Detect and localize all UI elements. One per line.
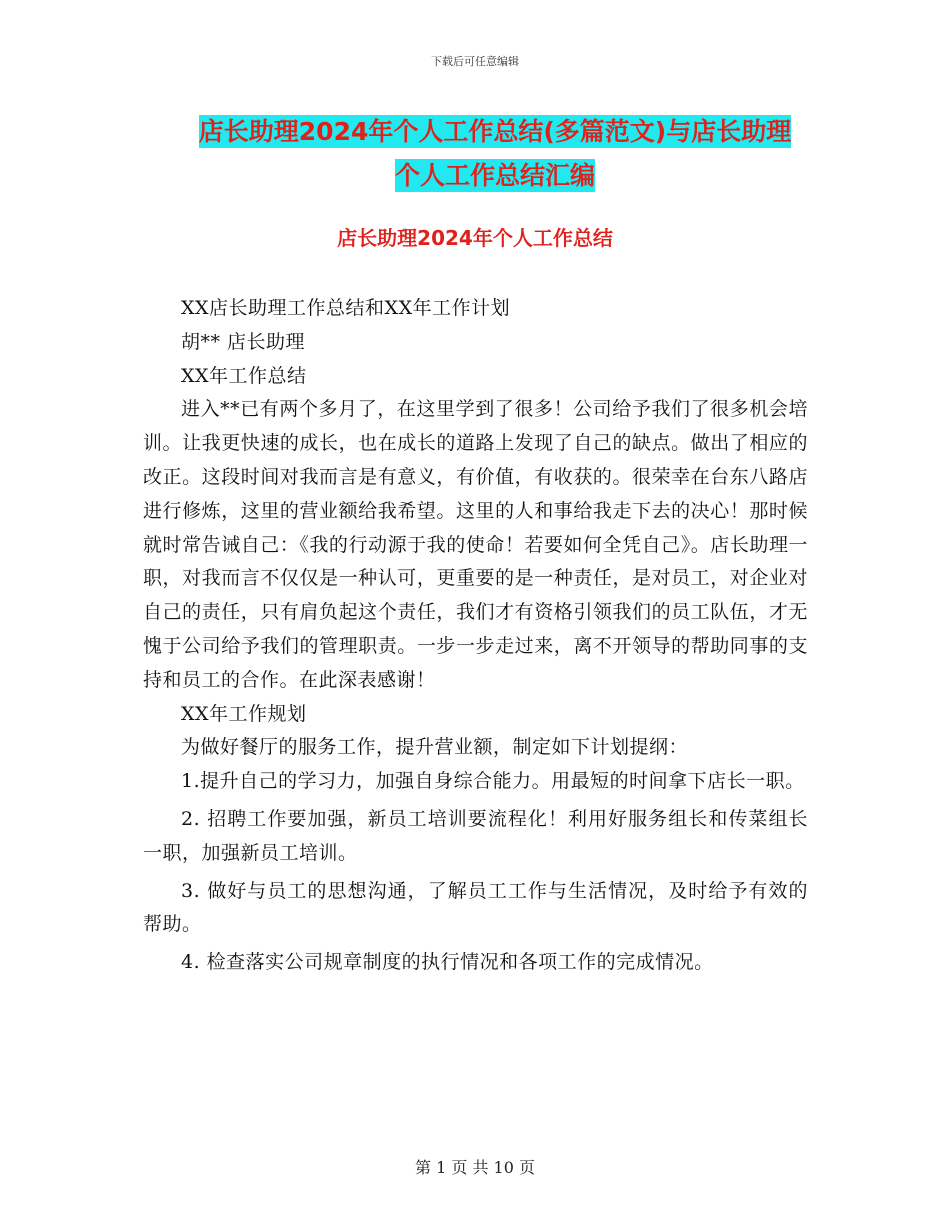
document-body xyxy=(143,292,808,980)
section-title: 店长助理2024年个人工作总结 xyxy=(337,226,613,250)
paragraph: 1.提升自己的学习力，加强自身综合能力。用最短的时间拿下店长一职。 xyxy=(181,770,805,793)
paragraph: XX年工作规划 xyxy=(181,702,307,725)
paragraph: 为做好餐厅的服务工作，提升营业额，制定如下计划提纲： xyxy=(181,736,689,759)
paragraph: 3. 做好与员工的思想沟通，了解员工工作与生活情况，及时给予有效的帮助。 xyxy=(143,879,808,936)
document-title-line-2: 个人工作总结汇编 xyxy=(394,161,595,190)
paragraph: XX年工作总结 xyxy=(181,364,307,387)
document-title-line-1: 店长助理2024年个人工作总结(多篇范文)与店长助理 xyxy=(198,117,792,146)
paragraph: 胡** 店长助理 xyxy=(181,330,306,353)
paragraph: 2. 招聘工作要加强，新员工培训要流程化！利用好服务组长和传菜组长一职，加强新员工培训。 xyxy=(143,807,808,864)
document-title xyxy=(140,110,850,198)
paragraph: XX店长助理工作总结和XX年工作计划 xyxy=(181,297,511,319)
paragraph: 4. 检查落实公司规章制度的执行情况和各项工作的完成情况。 xyxy=(181,951,714,974)
page-footer: 第 1 页 共 10 页 xyxy=(415,1158,535,1177)
paragraph: 进入**已有两个多月了，在这里学到了很多！公司给予我们了很多机会培训。让我更快速的成长，也在成长的道路上发现了自己的缺点。做出了相应的改正。这段时间对我而言是有意义，有价值，有收获的。很荣幸在台东八路店进行修炼，这里的营业额给我希望。这里的人和事给我走下去的决心！那时候就时常告诫自己：《我的行动源于我的使命！若要如何全凭自己》。店长助理一职，对我而言不仅仅是一种认可，更重要的是一种责任，是对员工，对企业对自己的责任，只有肩负起这个责任，我们才有资格引领我们的员工队伍，才无愧于公司给予我们的管理职责。一步一步走过来，离不开领导的帮助同事的支持和员工的合作。在此深表感谢！ xyxy=(143,398,808,691)
header-note: 下载后可任意编辑 xyxy=(431,55,519,68)
